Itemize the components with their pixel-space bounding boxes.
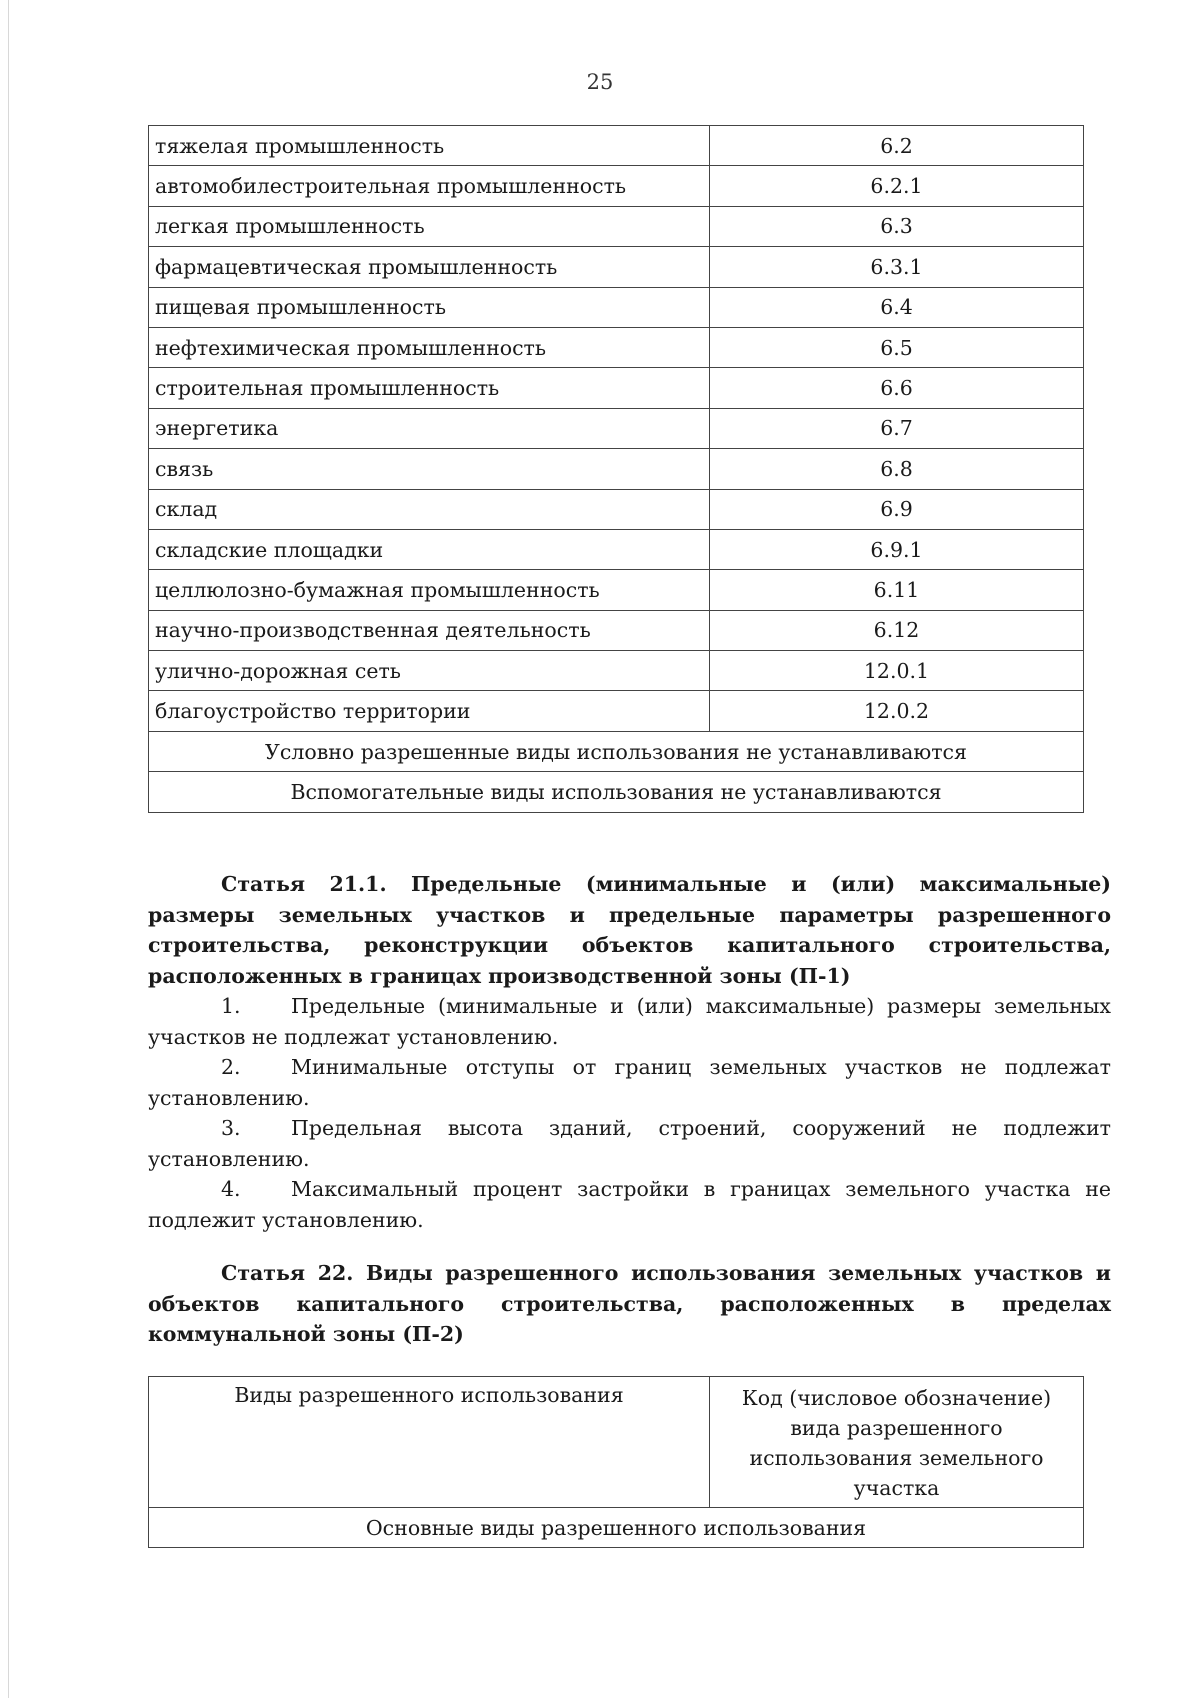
article-21-1-heading: Статья 21.1. Предельные (минимальные и (или) максимальные) размеры земельных участков и предельные параметры разрешенного строительства, реконструкции объектов капитального строительства, расположенных в границах производственной зоны (П-1) [148, 872, 1111, 988]
table-row [149, 651, 1084, 691]
use-type-code: 6.12 [710, 610, 1084, 650]
land-use-table-p1 [148, 125, 1084, 813]
table-row [149, 610, 1084, 650]
land-use-table-p2 [148, 1376, 1084, 1548]
table2-col2-header: Код (числовое обозначение) вида разрешенного использования земельного участка [710, 1377, 1084, 1508]
use-type-code: 6.3.1 [710, 247, 1084, 287]
table-row [149, 408, 1084, 448]
use-type-code: 6.7 [710, 408, 1084, 448]
use-type-name: улично-дорожная сеть [149, 651, 710, 691]
use-type-name: пищевая промышленность [149, 287, 710, 327]
page-number: 25 [586, 70, 614, 94]
use-type-name: легкая промышленность [149, 206, 710, 246]
use-type-code: 6.3 [710, 206, 1084, 246]
table-row [149, 489, 1084, 529]
table-row [149, 166, 1084, 206]
use-type-code: 6.2.1 [710, 166, 1084, 206]
table-row [149, 570, 1084, 610]
use-type-code: 12.0.1 [710, 651, 1084, 691]
use-type-name: строительная промышленность [149, 368, 710, 408]
use-type-code: 6.5 [710, 327, 1084, 367]
use-type-code: 6.9.1 [710, 529, 1084, 569]
use-type-code: 6.6 [710, 368, 1084, 408]
auxiliary-use-note: Вспомогательные виды использования не устанавливаются [149, 772, 1084, 812]
table-row [149, 529, 1084, 569]
use-type-name: научно-производственная деятельность [149, 610, 710, 650]
article-21-1-item: 2. Минимальные отступы от границ земельных участков не подлежат установлению. [148, 1055, 1111, 1110]
table-row [149, 287, 1084, 327]
article-21-1 [148, 869, 1111, 1235]
use-type-name: автомобилестроительная промышленность [149, 166, 710, 206]
use-type-name: склад [149, 489, 710, 529]
use-type-code: 6.8 [710, 449, 1084, 489]
use-type-code: 12.0.2 [710, 691, 1084, 731]
article-22 [148, 1258, 1111, 1350]
article-21-1-item: 1. Предельные (минимальные и (или) максимальные) размеры земельных участков не подлежат установлению. [148, 994, 1111, 1049]
table-row [149, 247, 1084, 287]
conditional-use-note: Условно разрешенные виды использования не устанавливаются [149, 731, 1084, 771]
table-row [149, 691, 1084, 731]
article-21-1-item: 4. Максимальный процент застройки в границах земельного участка не подлежит установлению. [148, 1177, 1111, 1232]
use-type-code: 6.11 [710, 570, 1084, 610]
use-type-name: энергетика [149, 408, 710, 448]
use-type-name: нефтехимическая промышленность [149, 327, 710, 367]
table-row [149, 327, 1084, 367]
table2-section-row: Основные виды разрешенного использования [149, 1508, 1084, 1548]
table-row [149, 206, 1084, 246]
article-21-1-item: 3. Предельная высота зданий, строений, сооружений не подлежит установлению. [148, 1116, 1111, 1171]
article-22-heading: Статья 22. Виды разрешенного использования земельных участков и объектов капитального строительства, расположенных в пределах коммунальной зоны (П-2) [148, 1261, 1111, 1346]
use-type-name: фармацевтическая промышленность [149, 247, 710, 287]
table2-col1-header: Виды разрешенного использования [149, 1377, 710, 1508]
use-type-code: 6.4 [710, 287, 1084, 327]
table-row [149, 126, 1084, 166]
use-type-name: тяжелая промышленность [149, 126, 710, 166]
page-edge-line [8, 0, 9, 1698]
table-row [149, 449, 1084, 489]
use-type-name: складские площадки [149, 529, 710, 569]
use-type-code: 6.9 [710, 489, 1084, 529]
use-type-name: связь [149, 449, 710, 489]
use-type-name: благоустройство территории [149, 691, 710, 731]
table-row [149, 368, 1084, 408]
use-type-code: 6.2 [710, 126, 1084, 166]
use-type-name: целлюлозно-бумажная промышленность [149, 570, 710, 610]
